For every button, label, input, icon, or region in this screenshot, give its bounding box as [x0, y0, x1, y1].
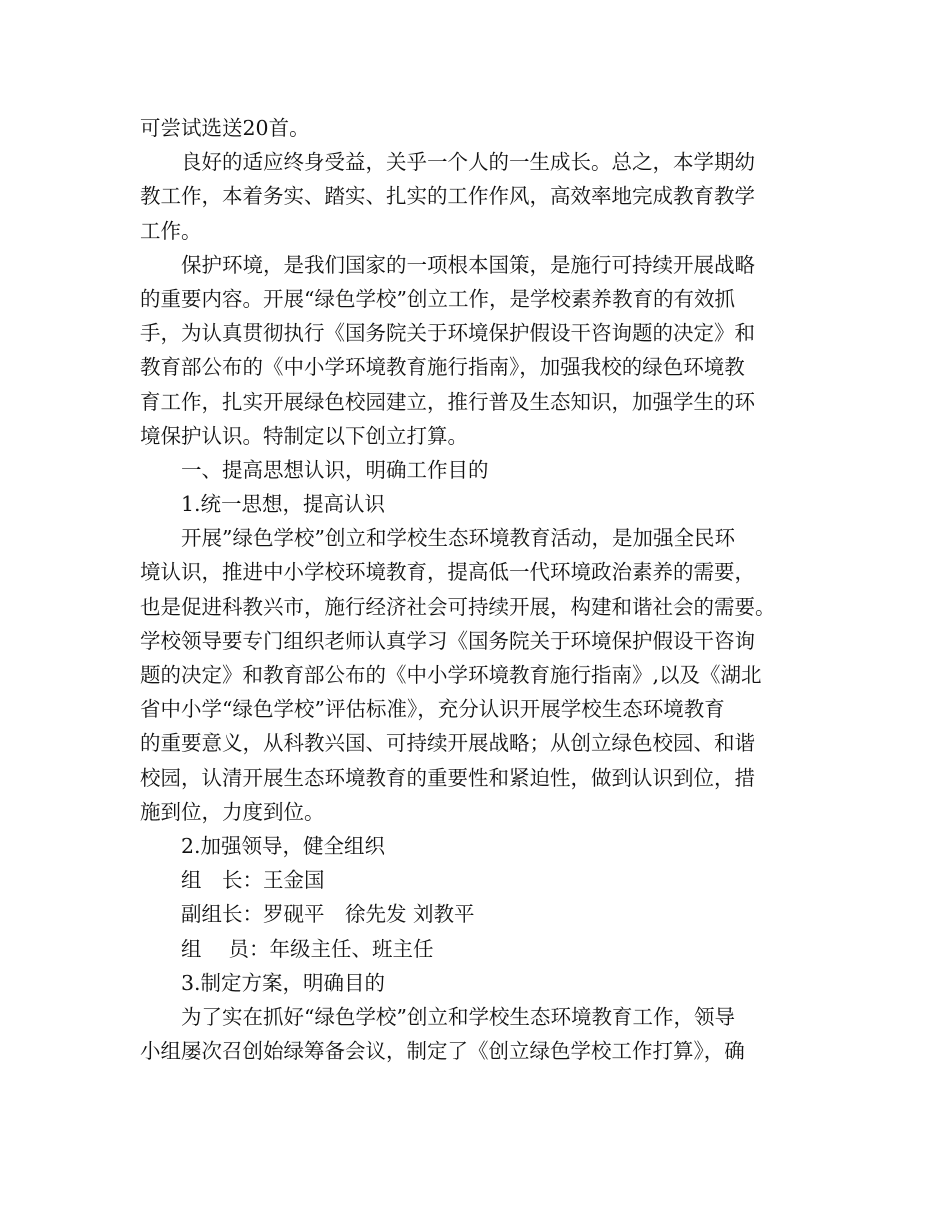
text-line: 组 员：年级主任、班主任	[181, 936, 434, 961]
text-line: 良好的适应终身受益，关乎一个人的一生成长。总之，本学期幼	[181, 150, 755, 175]
text-line: 手，为认真贯彻执行《国务院关于环境保护假设干咨询题的决定》和	[140, 321, 755, 346]
text-line: 校园，认清开展生态环境教育的重要性和紧迫性，做到认识到位，措	[140, 765, 755, 790]
text-line: 境保护认识。特制定以下创立打算。	[140, 423, 468, 448]
text-line: 可尝试选送20首。	[140, 116, 310, 140]
text-line: 也是促进科教兴市，施行经济社会可持续开展，构建和谐社会的需要。	[140, 594, 776, 619]
text-line: 教育部公布的《中小学环境教育施行指南》，加强我校的绿色环境教	[140, 355, 745, 380]
text-line: 一、提高思想认识，明确工作目的	[181, 457, 489, 482]
text-line: 工作。	[140, 218, 202, 243]
document-body	[140, 111, 820, 1068]
text-line: 小组屡次召创始绿筹备会议，制定了《创立绿色学校工作打算》，确	[140, 1039, 745, 1064]
text-line: 的重要意义，从科教兴国、可持续开展战略；从创立绿色校园、和谐	[140, 731, 755, 756]
text-line: 为了实在抓好“绿色学校”创立和学校生态环境教育工作，领导	[181, 1004, 735, 1029]
text-line: 保护环境，是我们国家的一项根本国策，是施行可持续开展战略	[181, 252, 755, 277]
text-line: 副组长：罗砚平 徐先发 刘教平	[181, 902, 475, 927]
text-line: 3.制定方案，明确目的	[181, 970, 386, 995]
text-line: 组 长：王金国	[181, 868, 325, 893]
text-line: 学校领导要专门组织老师认真学习《国务院关于环境保护假设干咨询	[140, 628, 755, 653]
text-line: 2.加强领导，健全组织	[181, 833, 386, 858]
text-line: 育工作，扎实开展绿色校园建立，推行普及生态知识，加强学生的环	[140, 389, 755, 414]
text-line: 1.统一思想，提高认识	[181, 492, 386, 517]
text-line: 教工作，本着务实、踏实、扎实的工作作风，高效率地完成教育教学	[140, 184, 755, 209]
text-line: 题的决定》和教育部公布的《中小学环境教育施行指南》,以及《湖北	[140, 663, 762, 687]
text-line: 开展”绿色学校”创立和学校生态环境教育活动，是加强全民环	[181, 526, 735, 551]
text-line: 的重要内容。开展“绿色学校”创立工作，是学校素养教育的有效抓	[140, 286, 735, 311]
text-line: 境认识，推进中小学校环境教育，提高低一代环境政治素养的需要，	[140, 560, 755, 585]
text-line: 省中小学“绿色学校”评估标准》，充分认识开展学校生态环境教育	[140, 697, 725, 722]
text-line: 施到位，力度到位。	[140, 799, 325, 824]
